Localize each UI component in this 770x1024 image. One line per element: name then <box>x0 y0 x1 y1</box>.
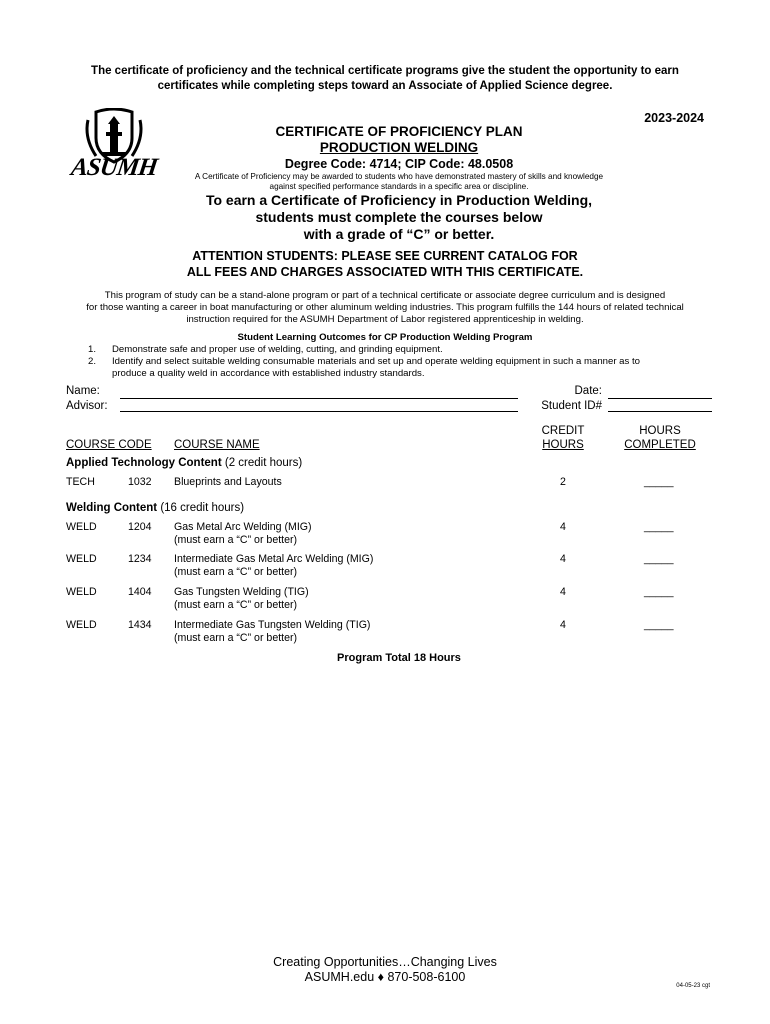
table-row <box>0 476 770 490</box>
section-hours: (2 credit hours) <box>221 457 303 469</box>
course-prefix: WELD <box>66 553 97 565</box>
plan-title-block <box>180 124 618 156</box>
header-hours-completed <box>614 424 706 452</box>
hours-completed-blank[interactable]: _____ <box>644 476 674 488</box>
intro-text <box>60 64 710 94</box>
earn-line-1: To earn a Certificate of Proficiency in Production Welding, <box>205 192 593 208</box>
credit-hours: 4 <box>560 586 566 598</box>
course-name: Intermediate Gas Metal Arc Welding (MIG) <box>174 553 374 565</box>
logo-wordmark: ASUMH <box>69 154 159 181</box>
description-line-3: instruction required for the ASUMH Department of Labor registered apprenticeship in welding. <box>186 314 584 325</box>
hours-completed-blank[interactable]: _____ <box>644 619 674 631</box>
course-prefix: TECH <box>66 476 95 488</box>
course-note: (must earn a “C” or better) <box>174 566 298 578</box>
table-row <box>0 586 770 612</box>
course-number: 1234 <box>128 553 152 565</box>
hours-completed-blank[interactable]: _____ <box>644 586 674 598</box>
revision-code: 04-05-23 cgt <box>676 983 710 989</box>
description-line-1: This program of study can be a stand-alone program or part of a technical certificate or associate degree curriculum and is designed <box>104 290 666 301</box>
slo-heading: Student Learning Outcomes for CP Production Welding Program <box>237 332 533 343</box>
academic-year: 2023-2024 <box>644 111 704 125</box>
slo-text <box>112 356 692 380</box>
student-id-field[interactable] <box>608 411 712 412</box>
plan-subtitle: PRODUCTION WELDING <box>319 140 479 155</box>
program-total: Program Total 18 Hours <box>337 652 461 664</box>
course-number: 1032 <box>128 476 152 488</box>
date-field[interactable] <box>608 398 712 399</box>
definition-line-2: against specified performance standards in a specific area or discipline. <box>269 182 529 191</box>
earn-line-3: with a grade of “C” or better. <box>303 226 495 242</box>
certificate-definition <box>176 172 622 192</box>
header-course-name: COURSE NAME <box>174 439 260 451</box>
section-title: Applied Technology Content <box>66 457 222 469</box>
asumh-logo <box>66 108 162 184</box>
slo-item-2 <box>88 356 688 380</box>
attention-notice <box>160 248 610 280</box>
credit-hours: 4 <box>560 521 566 533</box>
course-name: Blueprints and Layouts <box>174 476 282 488</box>
slo-item-1 <box>88 344 688 356</box>
section-title: Welding Content <box>66 502 158 514</box>
name-label: Name: <box>66 385 100 397</box>
course-name: Gas Tungsten Welding (TIG) <box>174 586 309 598</box>
course-prefix: WELD <box>66 586 97 598</box>
table-row <box>0 553 770 579</box>
intro-line-1: The certificate of proficiency and the technical certificate programs give the student the opportunity to earn <box>91 65 679 77</box>
credit-hours: 2 <box>560 476 566 488</box>
header-credit-hours <box>530 424 596 452</box>
course-note: (must earn a “C” or better) <box>174 632 298 644</box>
slo-number: 2. <box>88 356 97 367</box>
course-prefix: WELD <box>66 619 97 631</box>
header-completed-line-2: COMPLETED <box>624 439 696 451</box>
credit-hours: 4 <box>560 553 566 565</box>
description-line-2: for those wanting a career in boat manufacturing or other aluminum welding industries. This program fulfills the 144 hours of related technical <box>86 302 684 313</box>
section-applied-technology <box>66 457 302 469</box>
definition-line-1: A Certificate of Proficiency may be awarded to students who have demonstrated mastery of skills and knowledge <box>194 172 604 181</box>
attention-line-1: ATTENTION STUDENTS: PLEASE SEE CURRENT CATALOG FOR <box>192 249 578 263</box>
program-description <box>60 290 710 326</box>
earn-requirements <box>180 192 618 243</box>
degree-code: Degree Code: 4714; CIP Code: 48.0508 <box>284 157 514 171</box>
footer-tagline: Creating Opportunities…Changing Lives <box>273 955 497 969</box>
header-course-code: COURSE CODE <box>66 439 152 451</box>
slo-text-line-2: produce a quality weld in accordance with established industry standards. <box>112 368 425 379</box>
course-name: Intermediate Gas Tungsten Welding (TIG) <box>174 619 371 631</box>
earn-line-2: students must complete the courses below <box>255 209 543 225</box>
footer-contact: ASUMH.edu ♦ 870-508-6100 <box>304 970 466 984</box>
course-note: (must earn a “C” or better) <box>174 599 298 611</box>
table-row <box>0 521 770 547</box>
header-completed-line-1: HOURS <box>639 425 681 437</box>
course-prefix: WELD <box>66 521 97 533</box>
course-number: 1404 <box>128 586 152 598</box>
intro-line-2: certificates while completing steps toward an Associate of Applied Science degree. <box>157 80 613 92</box>
attention-line-2: ALL FEES AND CHARGES ASSOCIATED WITH THIS CERTIFICATE. <box>186 265 584 279</box>
footer <box>180 955 590 985</box>
header-credit-line-1: CREDIT <box>541 425 585 437</box>
advisor-field[interactable] <box>120 411 518 412</box>
credit-hours: 4 <box>560 619 566 631</box>
plan-title: CERTIFICATE OF PROFICIENCY PLAN <box>275 124 523 139</box>
table-row <box>0 619 770 645</box>
slo-text-line-1: Identify and select suitable welding consumable materials and set up and operate welding equipment in such a manner as to <box>112 356 640 367</box>
hours-completed-blank[interactable]: _____ <box>644 521 674 533</box>
name-field[interactable] <box>120 398 518 399</box>
section-hours: (16 credit hours) <box>157 502 245 514</box>
slo-number: 1. <box>88 344 97 355</box>
course-number: 1434 <box>128 619 152 631</box>
date-label: Date: <box>574 385 602 397</box>
section-welding <box>66 502 244 514</box>
course-number: 1204 <box>128 521 152 533</box>
student-id-label: Student ID# <box>541 400 602 412</box>
hours-completed-blank[interactable]: _____ <box>644 553 674 565</box>
course-name: Gas Metal Arc Welding (MIG) <box>174 521 312 533</box>
header-credit-line-2: HOURS <box>542 439 584 451</box>
slo-text: Demonstrate safe and proper use of welding, cutting, and grinding equipment. <box>112 344 443 355</box>
course-note: (must earn a “C” or better) <box>174 534 298 546</box>
advisor-label: Advisor: <box>66 400 108 412</box>
